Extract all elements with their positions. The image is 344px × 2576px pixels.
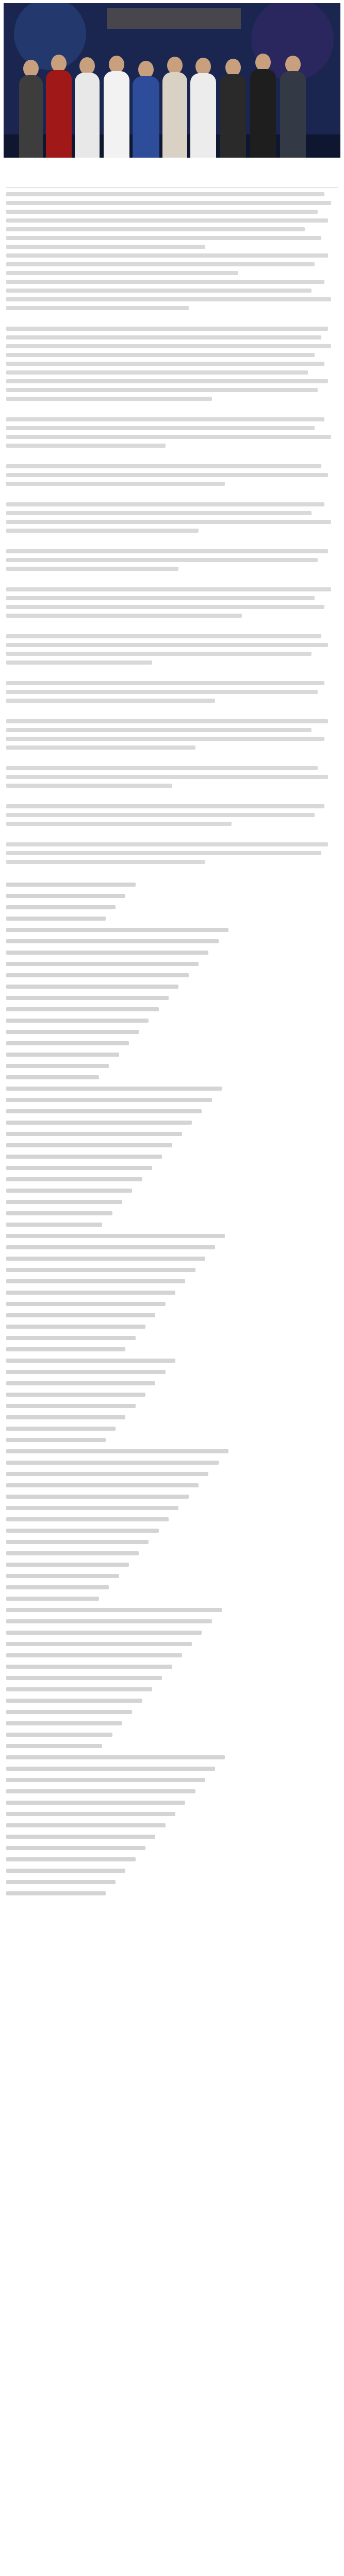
section-heading <box>6 490 338 498</box>
award-list-item <box>6 1004 338 1015</box>
award-list-item <box>6 1661 338 1672</box>
paragraph-2 <box>6 253 338 275</box>
award-list-item <box>6 1854 338 1865</box>
award-list-item <box>6 1684 338 1695</box>
award-list-item <box>6 1412 338 1423</box>
award-list-item <box>6 1842 338 1854</box>
award-list-item <box>6 1876 338 1888</box>
person-10 <box>280 56 306 158</box>
award-list-item <box>6 1888 338 1899</box>
section-heading <box>6 315 338 322</box>
award-list-item <box>6 924 338 936</box>
article-date <box>6 163 338 171</box>
award-list-item <box>6 1729 338 1740</box>
person-2 <box>46 55 72 158</box>
award-list-item <box>6 1797 338 1808</box>
section-4 <box>6 490 338 533</box>
award-list-item <box>6 1604 338 1616</box>
award-list-item <box>6 1117 338 1128</box>
award-list-item <box>6 1752 338 1763</box>
award-list-item <box>6 1763 338 1774</box>
section-8 <box>6 669 338 703</box>
award-list-item <box>6 1774 338 1786</box>
award-list-item <box>6 1083 338 1094</box>
award-list-item <box>6 1242 338 1253</box>
section-heading <box>6 537 338 545</box>
section-2 <box>6 405 338 448</box>
award-list-item <box>6 1174 338 1185</box>
award-list-item <box>6 1865 338 1876</box>
section-heading <box>6 754 338 761</box>
award-list-item <box>6 1446 338 1457</box>
award-list-item <box>6 1196 338 1208</box>
section-heading <box>6 669 338 676</box>
paragraph-3 <box>6 280 338 310</box>
page <box>0 3 344 1899</box>
award-list-item <box>6 1332 338 1344</box>
award-list-item <box>6 1185 338 1196</box>
award-list-item <box>6 1287 338 1298</box>
award-list-item <box>6 1049 338 1060</box>
award-list-item <box>6 1219 338 1230</box>
award-list-item <box>6 1536 338 1548</box>
award-list-item <box>6 1786 338 1797</box>
award-list-item <box>6 1072 338 1083</box>
award-list-item <box>6 1502 338 1514</box>
award-list-item <box>6 1230 338 1242</box>
section-7 <box>6 622 338 665</box>
award-list-item <box>6 1831 338 1842</box>
section-heading <box>6 831 338 838</box>
award-list-item <box>6 1128 338 1140</box>
award-list-item <box>6 1321 338 1332</box>
award-list-item <box>6 1706 338 1718</box>
award-list-item <box>6 1808 338 1820</box>
section-1 <box>6 315 338 401</box>
award-list-item <box>6 1457 338 1468</box>
award-list-item <box>6 1264 338 1276</box>
person-7 <box>190 58 216 158</box>
award-list-item <box>6 1627 338 1638</box>
award-list-item <box>6 1151 338 1162</box>
section-12 <box>6 831 338 864</box>
award-list-item <box>6 1434 338 1446</box>
award-list-item <box>6 1094 338 1106</box>
award-list-item <box>6 1491 338 1502</box>
award-list-item <box>6 1276 338 1287</box>
award-list-item <box>6 1559 338 1570</box>
award-list-item <box>6 947 338 958</box>
award-list-item <box>6 1468 338 1480</box>
intro-paragraph <box>6 192 338 249</box>
person-8 <box>220 59 246 158</box>
award-list-item <box>6 1106 338 1117</box>
section-heading <box>6 707 338 715</box>
award-list-item <box>6 1060 338 1072</box>
award-list-item <box>6 1740 338 1752</box>
section-11 <box>6 792 338 826</box>
event-photo <box>4 3 340 158</box>
award-list-item <box>6 1378 338 1389</box>
award-list-item <box>6 1514 338 1525</box>
award-list-item <box>6 1038 338 1049</box>
award-list-item <box>6 1638 338 1650</box>
section-5 <box>6 537 338 571</box>
award-list-item <box>6 970 338 981</box>
award-list-item <box>6 1400 338 1412</box>
award-list-item <box>6 1355 338 1366</box>
section-heading <box>6 405 338 413</box>
awards-list <box>6 879 338 1355</box>
section-9 <box>6 707 338 750</box>
section-heading <box>6 622 338 630</box>
award-list-item <box>6 1026 338 1038</box>
award-list-item <box>6 1672 338 1684</box>
award-list-item <box>6 1820 338 1831</box>
award-list-item <box>6 936 338 947</box>
award-list-item <box>6 1208 338 1219</box>
award-list-item <box>6 1570 338 1582</box>
section-heading <box>6 452 338 460</box>
award-list-item <box>6 902 338 913</box>
person-1 <box>19 60 43 158</box>
award-list-item <box>6 1310 338 1321</box>
award-list-item <box>6 1423 338 1434</box>
person-4 <box>104 56 129 158</box>
article-headline <box>6 174 338 188</box>
section-heading <box>6 575 338 583</box>
award-list-item <box>6 1015 338 1026</box>
award-list-item <box>6 1140 338 1151</box>
award-list-item <box>6 1616 338 1627</box>
award-list-item <box>6 1548 338 1559</box>
awards-heading <box>6 869 338 876</box>
award-list-item <box>6 890 338 902</box>
award-list-item <box>6 1298 338 1310</box>
section-6 <box>6 575 338 618</box>
award-list-item <box>6 1718 338 1729</box>
award-list-item <box>6 1480 338 1491</box>
person-9 <box>250 54 276 158</box>
section-3 <box>6 452 338 486</box>
award-list-item <box>6 981 338 992</box>
award-list-item <box>6 992 338 1004</box>
award-list-item <box>6 958 338 970</box>
award-list-item <box>6 1650 338 1661</box>
section-10 <box>6 754 338 788</box>
award-list-item <box>6 913 338 924</box>
award-list-item <box>6 1389 338 1400</box>
article-body <box>0 158 344 1899</box>
person-3 <box>75 57 100 158</box>
person-5 <box>133 61 159 158</box>
award-list-item <box>6 879 338 890</box>
award-list-item <box>6 1582 338 1593</box>
award-list-item <box>6 1593 338 1604</box>
section-heading <box>6 792 338 800</box>
award-list-item <box>6 1162 338 1174</box>
award-list-item <box>6 1253 338 1264</box>
award-list-item <box>6 1366 338 1378</box>
person-6 <box>162 57 187 158</box>
award-list-item <box>6 1344 338 1355</box>
awards-list-2 <box>6 1355 338 1899</box>
award-list-item <box>6 1695 338 1706</box>
award-list-item <box>6 1525 338 1536</box>
